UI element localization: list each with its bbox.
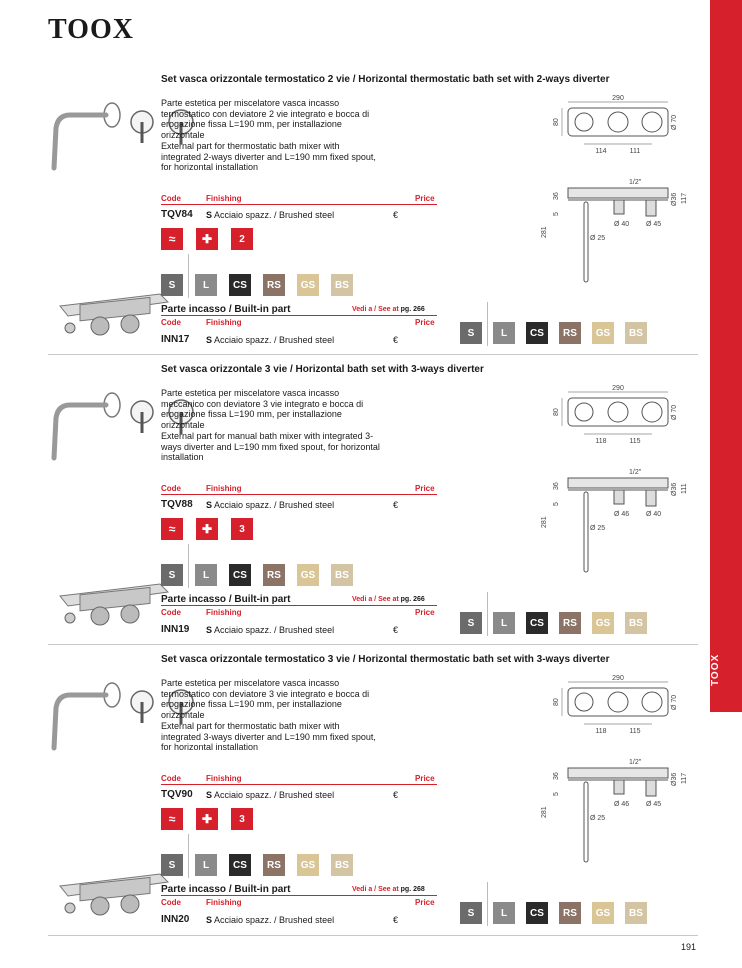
section-description: [161, 678, 381, 754]
builtin-finish-swatch[interactable]: GS: [592, 902, 614, 924]
thermostatic-icon: ≈: [161, 228, 183, 250]
dim-o25: Ø 25: [590, 815, 606, 822]
builtin-finish-swatch[interactable]: GS: [592, 322, 614, 344]
header-finishing: Finishing: [206, 484, 242, 493]
see-at-ref[interactable]: [352, 306, 425, 313]
dim-117: 117: [681, 192, 688, 204]
finish-swatch[interactable]: BS: [331, 564, 353, 586]
dim-width: 290: [612, 385, 624, 392]
finishing-label: Acciaio spazz. / Brushed steel: [214, 790, 335, 800]
builtin-price-currency: €: [393, 625, 399, 635]
price-currency: €: [393, 210, 399, 220]
dim-o45: Ø 45: [646, 221, 662, 228]
header-rule: [161, 784, 437, 785]
dim-o40: Ø 46: [614, 511, 630, 518]
builtin-rule: [161, 895, 437, 896]
dim-5: 5: [553, 502, 560, 506]
finish-swatch[interactable]: RS: [263, 854, 285, 876]
builtin-valve-3: [65, 323, 75, 333]
dim-o36: Ø36: [671, 772, 678, 786]
page-number: 191: [681, 942, 697, 952]
finish-swatch[interactable]: GS: [297, 854, 319, 876]
finish-swatch[interactable]: BS: [331, 274, 353, 296]
dim-width: 290: [612, 95, 624, 102]
builtin-body: [80, 877, 150, 900]
builtin-swatch-divider: [487, 592, 488, 636]
finish-swatch[interactable]: RS: [263, 274, 285, 296]
dim-height: 80: [553, 698, 560, 706]
finishing-value: [206, 790, 334, 800]
builtin-rule: [161, 605, 437, 606]
builtin-finish-swatch[interactable]: CS: [526, 322, 548, 344]
front-dimension-diagram: [550, 674, 690, 744]
dim-281: 281: [541, 806, 548, 818]
builtin-finish-swatch[interactable]: L: [493, 902, 515, 924]
builtin-body: [80, 297, 150, 320]
see-at-ref[interactable]: [352, 596, 425, 603]
price-currency: €: [393, 500, 399, 510]
builtin-finish-swatch[interactable]: S: [460, 902, 482, 924]
builtin-price-currency: €: [393, 915, 399, 925]
header-price: Price: [415, 484, 435, 493]
finish-swatch[interactable]: CS: [229, 564, 251, 586]
finish-swatch[interactable]: S: [161, 854, 183, 876]
swatch-divider: [188, 834, 189, 878]
builtin-valve-2: [121, 315, 139, 333]
dim-left: 118: [595, 438, 607, 445]
builtin-header-finishing: Finishing: [206, 608, 242, 617]
dim-5: 5: [553, 212, 560, 216]
spout: [54, 695, 106, 748]
header-finishing: Finishing: [206, 774, 242, 783]
dim-height: 80: [553, 118, 560, 126]
header-rule: [161, 494, 437, 495]
builtin-code: INN17: [161, 334, 190, 345]
dim-width: 290: [612, 675, 624, 682]
front-dimension-diagram: [550, 94, 690, 164]
builtin-swatch-divider: [487, 882, 488, 926]
safety-icon: ✚: [196, 808, 218, 830]
price-currency: €: [393, 790, 399, 800]
section-description: [161, 98, 381, 174]
thermostatic-icon: ≈: [161, 518, 183, 540]
dim-36: 36: [553, 772, 560, 780]
see-at-label: Vedi a / See at: [352, 886, 399, 893]
builtin-rule: [161, 315, 437, 316]
builtin-swatch-divider: [487, 302, 488, 346]
builtin-code: INN20: [161, 914, 190, 925]
dim-half: 1/2": [629, 179, 642, 186]
bottom-rule: [48, 935, 698, 936]
description-it: Parte estetica per miscelatore vasca incasso termostatico con deviatore 3 vie integrato e bocca di erogazione fissa L=190 mm, per installazione orizzontale: [161, 678, 370, 720]
dim-o40: Ø 40: [614, 221, 630, 228]
builtin-code: INN19: [161, 624, 190, 635]
header-finishing: Finishing: [206, 194, 242, 203]
builtin-finish-swatch[interactable]: BS: [625, 902, 647, 924]
dim-right: 115: [629, 438, 641, 445]
dim-117: 117: [681, 772, 688, 784]
header-code: Code: [161, 194, 181, 203]
side-tab: [710, 0, 742, 712]
product-code: TQV88: [161, 499, 193, 510]
finishing-value: [206, 500, 334, 510]
builtin-label: Parte incasso / Built-in part: [161, 594, 291, 605]
finish-swatch[interactable]: L: [195, 564, 217, 586]
section-rule: [48, 354, 698, 355]
builtin-body: [80, 587, 150, 610]
section-rule: [48, 644, 698, 645]
header-price: Price: [415, 774, 435, 783]
section-title: Set vasca orizzontale termostatico 2 vie / Horizontal thermostatic bath set with 2-ways diverter: [161, 74, 610, 85]
builtin-finishing-label: Acciaio spazz. / Brushed steel: [214, 335, 335, 345]
builtin-header-finishing: Finishing: [206, 318, 242, 327]
builtin-valve-2: [121, 895, 139, 913]
description-en: External part for manual bath mixer with integrated 3-ways diverter and L=190 mm fixed spout, for horizontal installation: [161, 431, 380, 462]
dim-36: 36: [553, 192, 560, 200]
dim-diameter: Ø 70: [671, 114, 678, 130]
side-tab-label: TOOX: [710, 653, 721, 687]
finish-swatch[interactable]: L: [195, 854, 217, 876]
finish-swatch[interactable]: BS: [331, 854, 353, 876]
builtin-finish-swatch[interactable]: RS: [559, 902, 581, 924]
header-code: Code: [161, 484, 181, 493]
dim-half: 1/2": [629, 759, 642, 766]
builtin-header-code: Code: [161, 898, 181, 907]
dim-o25: Ø 25: [590, 525, 606, 532]
builtin-finishing-value: [206, 625, 334, 635]
builtin-valve-3: [65, 903, 75, 913]
section-title: Set vasca orizzontale termostatico 3 vie / Horizontal thermostatic bath set with 3-ways diverter: [161, 654, 610, 665]
dim-o45: Ø 45: [646, 801, 662, 808]
builtin-header-price: Price: [415, 318, 435, 327]
builtin-valve-2: [121, 605, 139, 623]
diverter-icon: 3: [231, 808, 253, 830]
finishing-value: [206, 210, 334, 220]
finish-swatch[interactable]: S: [161, 564, 183, 586]
spout: [54, 405, 106, 458]
finish-swatch[interactable]: S: [161, 274, 183, 296]
thermostatic-icon: ≈: [161, 808, 183, 830]
dim-o25: Ø 25: [590, 235, 606, 242]
builtin-valve-1: [91, 897, 109, 915]
builtin-header-finishing: Finishing: [206, 898, 242, 907]
builtin-finish-swatch[interactable]: L: [493, 612, 515, 634]
builtin-header-code: Code: [161, 318, 181, 327]
builtin-finishing-label: Acciaio spazz. / Brushed steel: [214, 915, 335, 925]
builtin-finishing-value: [206, 335, 334, 345]
finish-swatch[interactable]: L: [195, 274, 217, 296]
side-body: [568, 188, 668, 198]
builtin-finishing-label: Acciaio spazz. / Brushed steel: [214, 625, 335, 635]
builtin-finish-swatch[interactable]: S: [460, 322, 482, 344]
see-at-ref[interactable]: [352, 886, 425, 893]
builtin-finish-swatch[interactable]: RS: [559, 322, 581, 344]
see-at-label: Vedi a / See at: [352, 306, 399, 313]
builtin-header-price: Price: [415, 608, 435, 617]
diverter-icon: 3: [231, 518, 253, 540]
description-it: Parte estetica per miscelatore vasca incasso meccanico con deviatore 3 vie integrato e bocca di erogazione fissa L=190 mm, per installazione orizzontale: [161, 388, 364, 430]
builtin-price-currency: €: [393, 335, 399, 345]
swatch-divider: [188, 254, 189, 298]
dim-left: 114: [595, 148, 607, 155]
side-dimension-diagram: [534, 466, 694, 576]
dim-diameter: Ø 70: [671, 694, 678, 710]
description-it: Parte estetica per miscelatore vasca incasso termostatico con deviatore 2 vie integrato e bocca di erogazione fissa L=190 mm, per installazione orizzontale: [161, 98, 370, 140]
builtin-header-code: Code: [161, 608, 181, 617]
safety-icon: ✚: [196, 228, 218, 250]
builtin-finishing-code: S: [206, 915, 213, 925]
builtin-finishing-code: S: [206, 625, 213, 635]
header-code: Code: [161, 774, 181, 783]
dim-36: 36: [553, 482, 560, 490]
dim-o40: Ø 46: [614, 801, 630, 808]
side-dimension-diagram: [534, 176, 694, 286]
diverter-icon: 2: [231, 228, 253, 250]
finishing-label: Acciaio spazz. / Brushed steel: [214, 210, 335, 220]
front-dimension-diagram: [550, 384, 690, 454]
builtin-finish-swatch[interactable]: BS: [625, 322, 647, 344]
dim-281: 281: [541, 226, 548, 238]
dim-right: 111: [629, 148, 641, 155]
finishing-code: S: [206, 500, 213, 510]
spout: [54, 115, 106, 168]
dim-o36: Ø36: [671, 192, 678, 206]
finishing-label: Acciaio spazz. / Brushed steel: [214, 500, 335, 510]
finish-swatch[interactable]: CS: [229, 274, 251, 296]
builtin-valve-3: [65, 613, 75, 623]
side-dimension-diagram: [534, 756, 694, 866]
see-at-page: pg. 266: [400, 306, 425, 313]
see-at-page: pg. 266: [400, 596, 425, 603]
builtin-finish-swatch[interactable]: S: [460, 612, 482, 634]
dim-height: 80: [553, 408, 560, 416]
see-at-page: pg. 268: [400, 886, 425, 893]
description-en: External part for thermostatic bath mixer with integrated 3-ways diverter and L=190 mm fixed spout, for horizontal installation: [161, 721, 376, 752]
builtin-finish-swatch[interactable]: L: [493, 322, 515, 344]
dim-half: 1/2": [629, 469, 642, 476]
builtin-finish-swatch[interactable]: CS: [526, 612, 548, 634]
side-body: [568, 478, 668, 488]
brand-logo: TOOX: [48, 14, 134, 45]
builtin-finish-swatch[interactable]: BS: [625, 612, 647, 634]
dim-right: 115: [629, 728, 641, 735]
dim-o45: Ø 40: [646, 511, 662, 518]
product-code: TQV90: [161, 789, 193, 800]
dim-o36: Ø36: [671, 482, 678, 496]
finishing-code: S: [206, 790, 213, 800]
builtin-finish-swatch[interactable]: CS: [526, 902, 548, 924]
header-rule: [161, 204, 437, 205]
builtin-valve-1: [91, 607, 109, 625]
safety-icon: ✚: [196, 518, 218, 540]
section-description: [161, 388, 381, 464]
builtin-finish-swatch[interactable]: GS: [592, 612, 614, 634]
see-at-label: Vedi a / See at: [352, 596, 399, 603]
builtin-header-price: Price: [415, 898, 435, 907]
side-body: [568, 768, 668, 778]
finish-swatch[interactable]: GS: [297, 274, 319, 296]
dim-281: 281: [541, 516, 548, 528]
finish-swatch[interactable]: RS: [263, 564, 285, 586]
dim-5: 5: [553, 792, 560, 796]
builtin-valve-1: [91, 317, 109, 335]
section-title: Set vasca orizzontale 3 vie / Horizontal bath set with 3-ways diverter: [161, 364, 484, 375]
builtin-label: Parte incasso / Built-in part: [161, 884, 291, 895]
dim-left: 118: [595, 728, 607, 735]
builtin-finish-swatch[interactable]: RS: [559, 612, 581, 634]
description-en: External part for thermostatic bath mixer with integrated 2-ways diverter and L=190 mm fixed spout, for horizontal installation: [161, 141, 376, 172]
builtin-label: Parte incasso / Built-in part: [161, 304, 291, 315]
product-code: TQV84: [161, 209, 193, 220]
dim-diameter: Ø 70: [671, 404, 678, 420]
finish-swatch[interactable]: GS: [297, 564, 319, 586]
builtin-finishing-value: [206, 915, 334, 925]
finishing-code: S: [206, 210, 213, 220]
swatch-divider: [188, 544, 189, 588]
builtin-finishing-code: S: [206, 335, 213, 345]
dim-117: 111: [681, 483, 688, 494]
finish-swatch[interactable]: CS: [229, 854, 251, 876]
header-price: Price: [415, 194, 435, 203]
